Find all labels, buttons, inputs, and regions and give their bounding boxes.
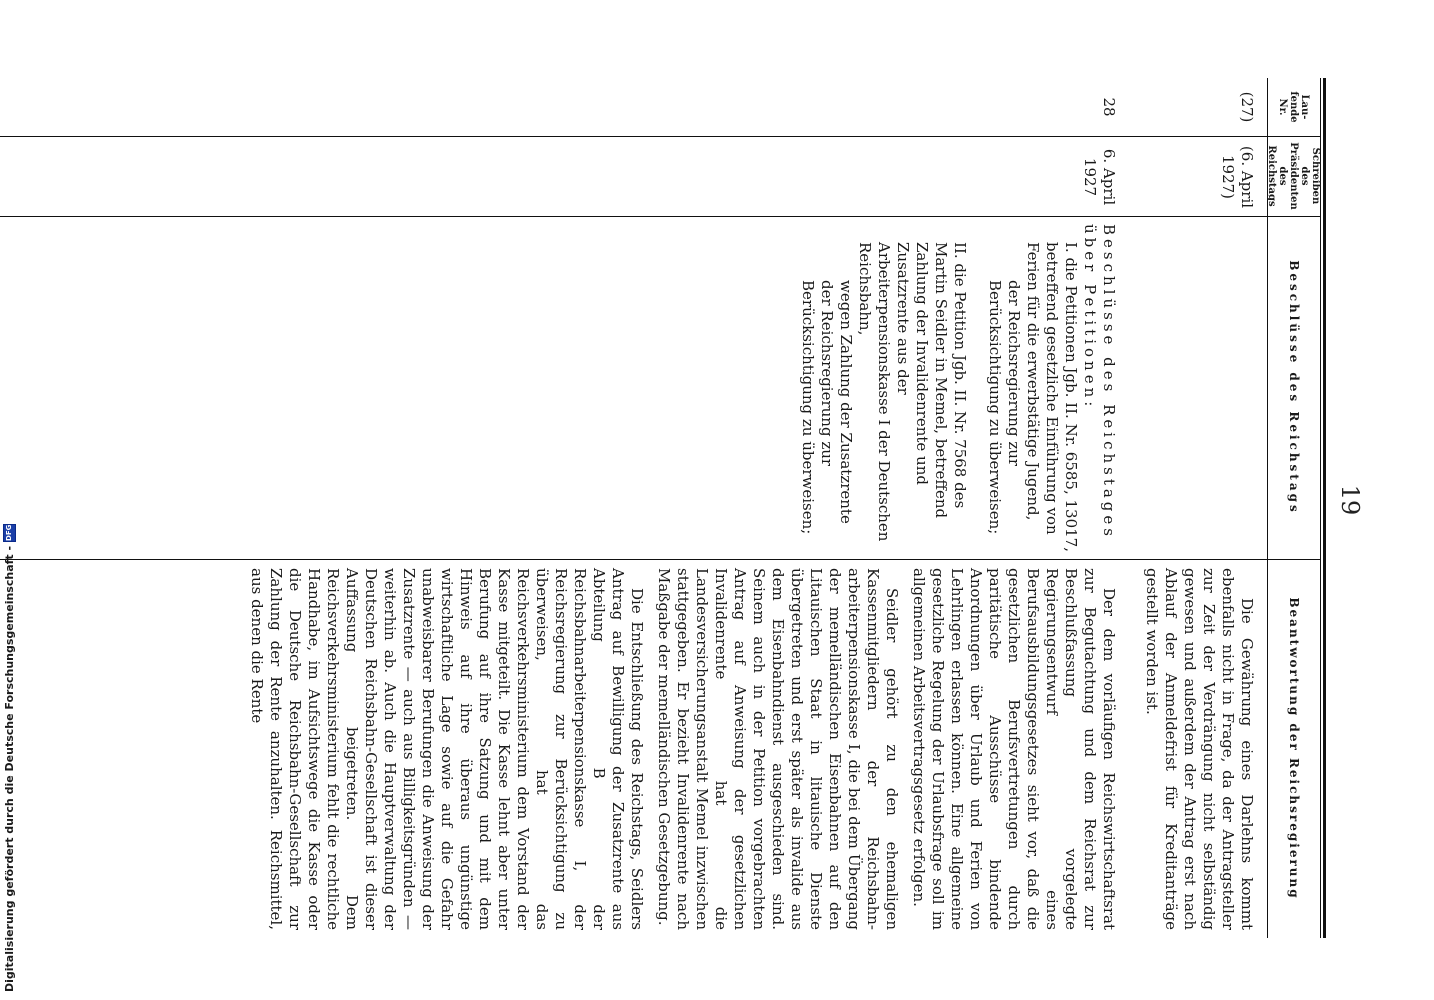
header-running-number [1270,78,1318,136]
column-divider [0,216,1320,217]
government-reply-paragraph: Der dem vorläufigen Reichswirtschaftsrat zur Begutachtung und dem Reichsrat zur Beschlußfassung vorgelegte Regierungsentwurf eines Berufsausbildungsgesetzes sieht vor, daß die gesetzlichen Berufsvertretungen durch paritätische Ausschüsse bindende Anordnungen über Urlaub und Ferien von Lehrlingen erlassen können. Eine allgemeine gesetzliche Regelung der Urlaubsfrage soll im allgemeinen Arbeitsvertragsgesetz erfolgen. [910,568,1118,930]
row-number: 28 [1100,97,1118,117]
table-top-rule [1323,78,1326,938]
resolution-item-II: II. die Petition Jgb. II. Nr. 7568 des Martin Seidler in Memel, betreffend Zahlung der Invalidenrente und Zusatzrente aus der Arbeiterpensionskasse I der Deutschen Reichsbahn, [856,242,969,542]
resolution-title: Beschlüsse des Reichstages über Petitionen: [1081,224,1118,540]
government-reply-paragraph: Die Entschließung des Reichstags, Seidlers Antrag auf Bewilligung der Zusatzrente aus Abteilung B der Reichsbahnarbeiterpensionskasse I, der Reichsregierung zur Berücksichtigung zu überweisen, hat das Reichsverkehrsministerium dem Vorstand der Kasse mitgeteilt. Die Kasse lehnt aber unter Berufung auf ihre Satzung und mit dem Hinweis auf ihre überaus ungünstige wirtschaftliche Lage sowie auf die Gefahr unabweisbarer Berufungen die Anweisung der Zusatzrente — auch aus Billigkeitsgründen — weiterhin ab. Auch die Hauptverwaltung der Deutschen Reichsbahn-Gesellschaft ist dieser Auffassung beigetreten. Dem Reichsverkehrsministerium fehlt die rechtliche Handhabe, im Aufsichtswege die Kasse oder die Deutsche Reichsbahn-Gesellschaft zur Zahlung der Rente anzuhalten. Reichsmittel, aus denen die Rente [248,568,646,930]
header-letter-date [1266,136,1322,216]
header-letter-date-text: Schreiben des Präsidenten des Reichstags [1266,142,1322,210]
digitization-credit [0,0,18,1000]
resolution-item-I: I. die Petitionen Jgb. II. Nr. 6585, 13017, betreffend gesetzliche Einführung von Ferien für die erwerbstätige Jugend, [1024,242,1080,552]
resolution-item-I-action: der Reichsregierung zur Berücksichtigung zu überweisen; [986,280,1023,535]
header-resolutions: Beschlüsse des Reichstags [1287,260,1302,515]
government-reply-paragraph: Seidler gehört zu den ehemaligen Kassenmitgliedern der Reichsbahn-arbeiterpensionskasse I, die bei dem Übergang der memelländischen Eisenbahnen auf den Litauischen Staat in litauische Dienste übergetreten und erst später als invalide aus dem Eisenbahndienst ausgeschieden sind. Seinem auch in der Petition vorgebrachten Antrag auf Anweisung der gesetzlichen Invalidenrente hat die Landesversicherungsanstalt Memel inzwischen stattgegeben. Er bezieht Invalidenrente nach Maßgabe der memelländischen Gesetzgebung. [655,568,901,930]
row-date: (6. April 1927) [1219,145,1256,209]
credit-text: Digitalisierung gefördert durch die Deutsche Forschungsgemeinschaft - [2,545,16,992]
government-reply-block [247,568,1118,930]
dfg-logo: DFG [3,524,16,542]
column-divider [0,559,1320,560]
government-reply-text: Die Gewährung eines Darlehns kommt ebenfalls nicht in Frage, da der Antragsteller zur Zeit der Verdrängung nicht selbständig gewesen und außerdem der Antrag erst nach Ablauf der Anmeldefrist für Kreditanträge gestellt worden ist. [1143,568,1256,930]
header-government-reply: Beantwortung der Reichsregierung [1287,597,1302,900]
column-divider [0,136,1320,137]
resolution-block [798,224,1118,554]
header-running-number-text: Lau- fende Nr. [1277,91,1311,123]
petition-table [0,78,1326,938]
page-number: 19 [1336,484,1364,516]
resolution-item-II-action: wegen Zahlung der Zusatzrente der Reichsregierung zur Berücksichtigung zu überweisen; [799,280,855,535]
row-date: 6. April 1927 [1081,148,1118,206]
row-number: (27) [1238,91,1256,123]
